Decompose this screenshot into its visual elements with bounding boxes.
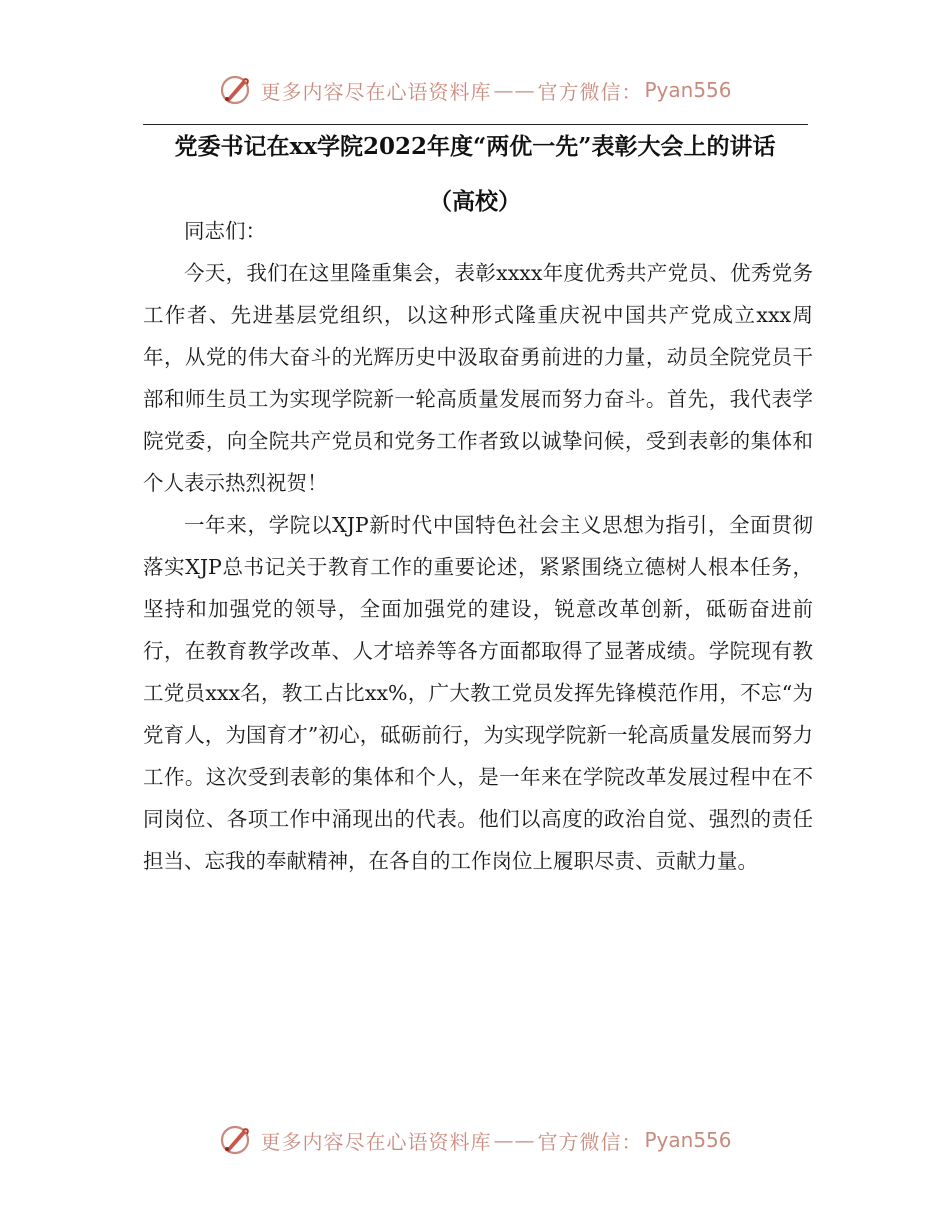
watermark-separator: —— xyxy=(493,78,536,102)
greeting: 同志们： xyxy=(184,219,266,243)
watermark-wechat-label: 官方微信： xyxy=(537,1129,643,1154)
watermark-text: 更多内容尽在心语资料库 xyxy=(260,1129,492,1154)
watermark-wechat-id: Pyan556 xyxy=(644,1128,732,1152)
header-watermark xyxy=(0,70,950,110)
watermark-text: 更多内容尽在心语资料库 xyxy=(260,79,492,104)
document-body xyxy=(143,210,813,882)
paragraph: 今天，我们在这里隆重集会，表彰xxxx年度优秀共产党员、优秀党务工作者、先进基层党组织，以这种形式隆重庆祝中国共产党成立xxx周年，从党的伟大奋斗的光辉历史中汲取奋勇前进的力量，动员全院党员干部和师生员工为实现学院新一轮高质量发展而努力奋斗。首先，我代表学院党委，向全院共产党员和党务工作者致以诚挚问候，受到表彰的集体和个人表示热烈祝贺！ xyxy=(143,261,813,495)
header-rule xyxy=(143,124,808,125)
watermark-wechat-id: Pyan556 xyxy=(644,78,732,102)
document-subtitle: （高校） xyxy=(429,188,521,215)
document-title: 党委书记在xx学院2022年度“两优一先”表彰大会上的讲话 xyxy=(174,133,776,160)
quill-pen-circle-icon xyxy=(218,73,252,107)
paragraph: 一年来，学院以XJP新时代中国特色社会主义思想为指引，全面贯彻落实XJP总书记关于教育工作的重要论述，紧紧围绕立德树人根本任务，坚持和加强党的领导，全面加强党的建设，锐意改革创新，砥砺奋进前行，在教育教学改革、人才培养等各方面都取得了显著成绩。学院现有教工党员xxx名，教工占比xx%，广大教工党员发挥先锋模范作用，不忘“为党育人，为国育才”初心，砥砺前行，为实现学院新一轮高质量发展而努力工作。这次受到表彰的集体和个人，是一年来在学院改革发展过程中在不同岗位、各项工作中涌现出的代表。他们以高度的政治自觉、强烈的责任担当、忘我的奉献精神，在各自的工作岗位上履职尽责、贡献力量。 xyxy=(143,513,813,873)
footer-watermark xyxy=(0,1120,950,1160)
watermark-wechat-label: 官方微信： xyxy=(537,79,643,104)
watermark-separator: —— xyxy=(493,1128,536,1152)
quill-pen-circle-icon xyxy=(218,1123,252,1157)
